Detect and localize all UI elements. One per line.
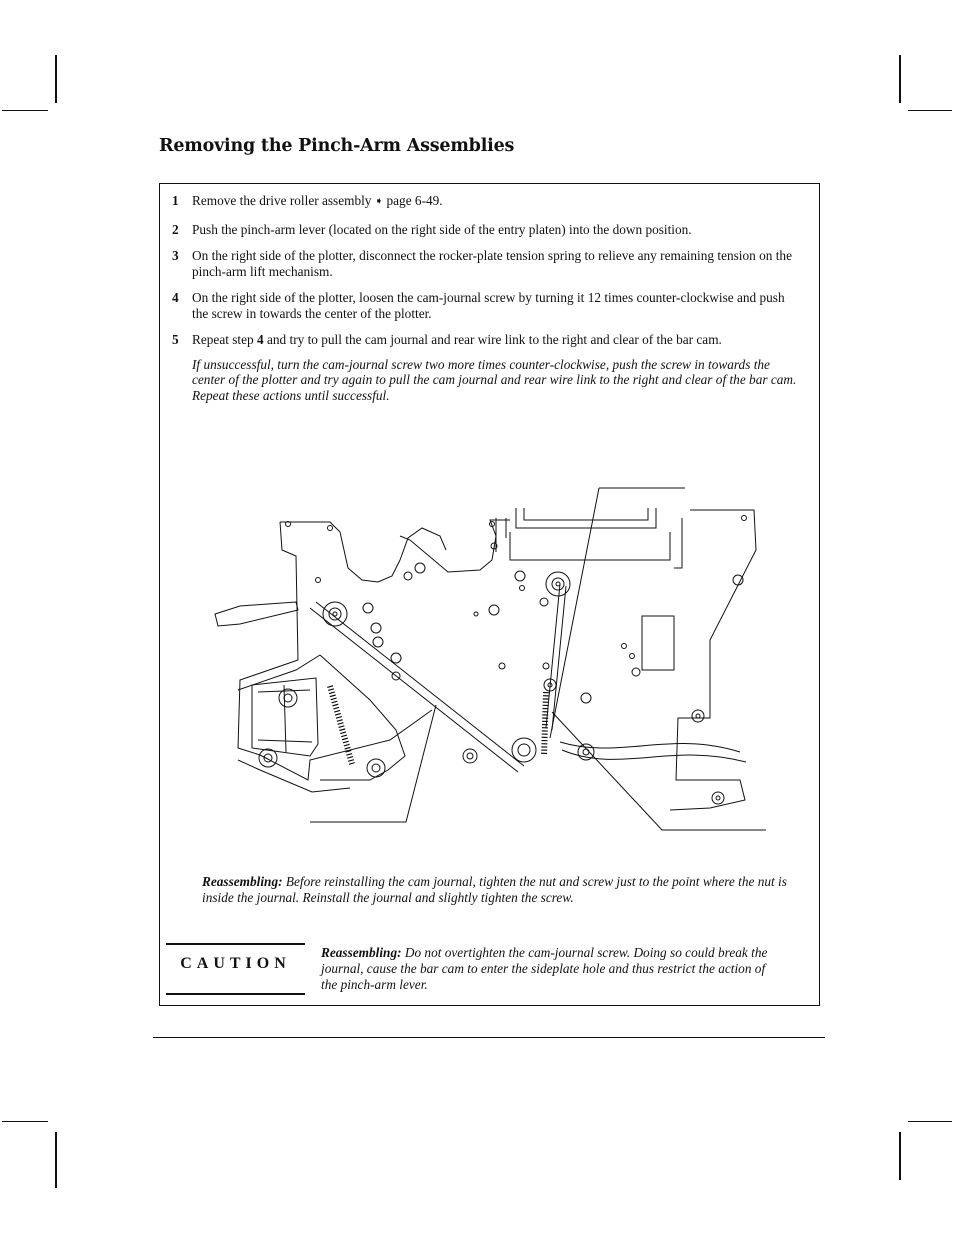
caution-text-block — [321, 945, 781, 993]
procedure-steps — [172, 193, 797, 403]
crop-mark — [899, 1132, 901, 1180]
step-1 — [172, 193, 797, 211]
step-number: 2 — [172, 221, 179, 237]
step-2 — [172, 222, 797, 238]
caution-bottom-rule — [166, 993, 305, 995]
step-5 — [172, 332, 797, 348]
crop-mark — [55, 1132, 57, 1188]
step-text: On the right side of the plotter, loosen the cam-journal screw by turning it 12 times counter-clockwise and push the screw in towards the center of the plotter. — [192, 290, 785, 321]
step-text: On the right side of the plotter, disconnect the rocker-plate tension spring to relieve any remaining tension on the pinch-arm lift mechanism. — [192, 248, 792, 279]
caution-heading: CAUTION — [180, 955, 291, 972]
crop-mark — [908, 110, 952, 111]
step-text: and try to pull the cam journal and rear wire link to the right and clear of the bar cam. — [263, 332, 722, 347]
reassembling-note — [202, 874, 802, 906]
page-title: Removing the Pinch-Arm Assemblies — [159, 136, 515, 156]
crop-mark — [908, 1121, 952, 1122]
step-3 — [172, 248, 797, 279]
crop-mark — [899, 55, 901, 103]
reassembling-text: Before reinstalling the cam journal, tighten the nut and screw just to the point where the nut is inside the journal. Reinstall the journal and slightly tighten the screw. — [202, 874, 787, 905]
step-number: 1 — [172, 193, 179, 208]
caution-top-rule — [166, 943, 305, 945]
plotter-mechanism-illustration — [200, 480, 770, 840]
step-4 — [172, 290, 797, 321]
caution-label: Reassembling: — [321, 945, 402, 960]
step-number: 4 — [172, 290, 179, 305]
page-reference-link[interactable]: page 6-49. — [383, 193, 443, 208]
italic-note: If unsuccessful, turn the cam-journal screw two more times counter-clockwise, push the screw in towards the center of the plotter and try again to pull the cam journal and rear wire link to the right and clear of the bar cam. Repeat these actions until successful. — [192, 356, 797, 403]
step-text: Remove the drive roller assembly — [192, 193, 375, 208]
crop-mark — [55, 55, 57, 103]
step-text: Repeat step — [192, 332, 257, 347]
crop-mark — [2, 1121, 48, 1122]
step-number: 5 — [172, 332, 179, 347]
caution-text: Do not overtighten the cam-journal screw. Doing so could break the journal, cause the bar cam to enter the sideplate hole and thus restrict the action of the pinch-arm lever. — [321, 945, 768, 992]
footer-rule — [153, 1037, 825, 1038]
step-text: Push the pinch-arm lever (located on the right side of the entry platen) into the down position. — [192, 221, 692, 237]
crop-mark — [2, 110, 48, 111]
reassembling-label: Reassembling: — [202, 874, 283, 889]
arrow-right-icon: ➧ — [374, 196, 384, 207]
step-number: 3 — [172, 248, 179, 263]
step-reference: 4 — [257, 332, 264, 347]
